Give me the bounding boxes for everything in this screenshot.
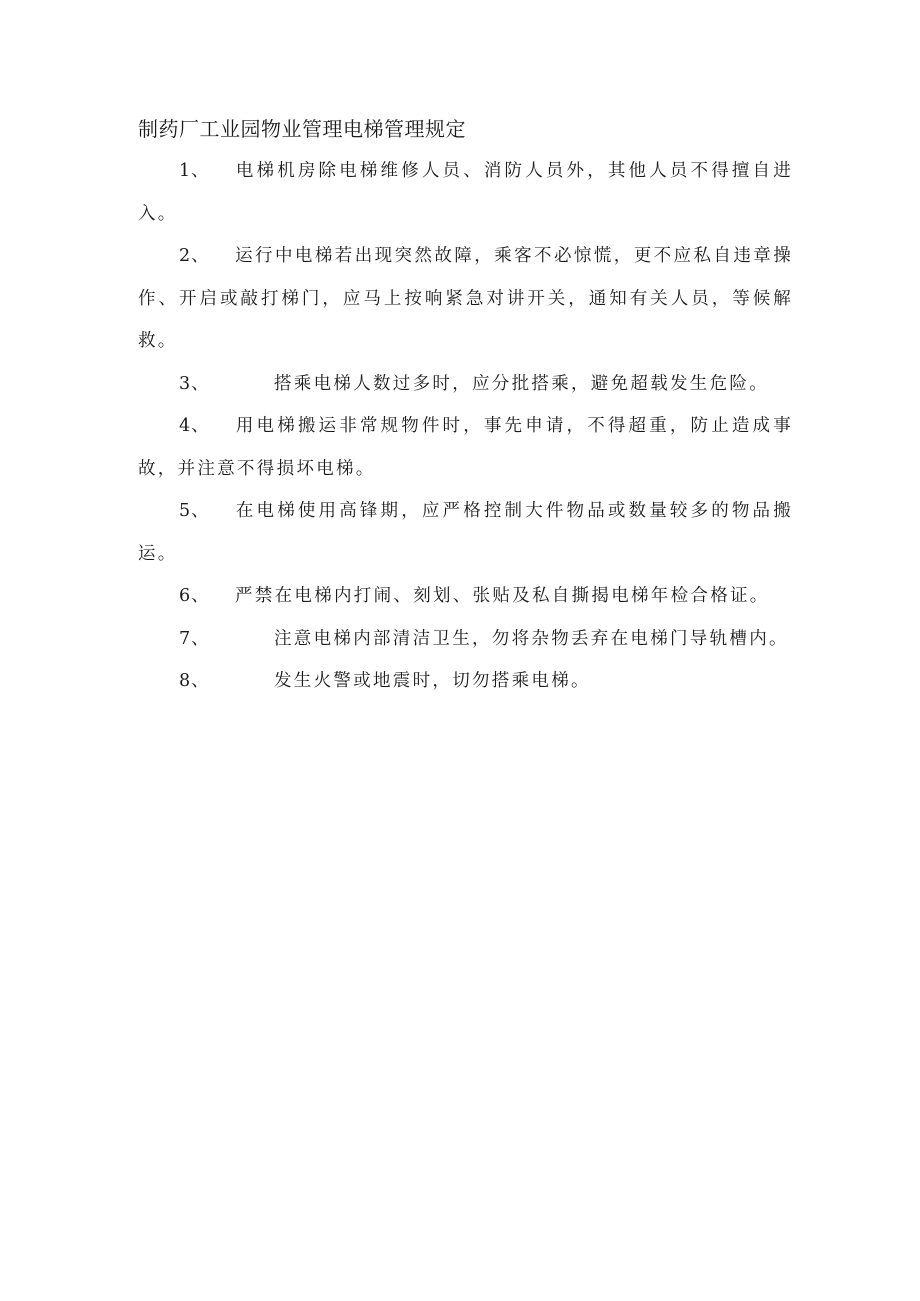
rule-text: 发生火警或地震时，切勿搭乘电梯。: [274, 671, 591, 691]
rule-number: 3、: [179, 373, 210, 394]
rule-number: 6、: [179, 586, 210, 606]
rule-number: 2、: [179, 246, 210, 266]
rule-number: 7、: [179, 628, 210, 649]
rule-number: 4、: [179, 416, 210, 436]
document-title: 制药厂工业园物业管理电梯管理规定: [138, 117, 466, 141]
rule-number: 8、: [179, 671, 210, 691]
rule-item-3: [138, 363, 793, 406]
rule-text: 严禁在电梯内打闹、刻划、张贴及私自撕揭电梯年检合格证。: [235, 586, 770, 606]
rule-item-6: [138, 575, 793, 618]
rule-text: 在电梯使用高锋期，应严格控制大件物品或数量较多的物品搬运。: [138, 501, 793, 564]
rule-text: 搭乘电梯人数过多时，应分批搭乘，避免超载发生危险。: [274, 373, 769, 394]
rule-item-7: [138, 618, 793, 661]
rule-text: 注意电梯内部清洁卫生，勿将杂物丢弃在电梯门导轨槽内。: [274, 628, 789, 649]
rule-number: 1、: [179, 161, 210, 181]
rule-item-5: [138, 490, 793, 575]
rule-number: 5、: [179, 501, 210, 521]
rule-item-2: [138, 235, 793, 363]
rule-item-8: [138, 660, 793, 703]
rule-item-4: [138, 405, 793, 490]
rule-text: 电梯机房除电梯维修人员、消防人员外，其他人员不得擅自进入。: [138, 161, 793, 224]
rule-text: 用电梯搬运非常规物件时，事先申请，不得超重，防止造成事故，并注意不得损坏电梯。: [138, 416, 793, 479]
rule-text: 运行中电梯若出现突然故障，乘客不必惊慌，更不应私自违章操作、开启或敲打梯门，应马上按响紧急对讲开关，通知有关人员，等候解救。: [138, 246, 793, 351]
rule-item-1: [138, 150, 793, 235]
rules-list: [138, 150, 793, 703]
